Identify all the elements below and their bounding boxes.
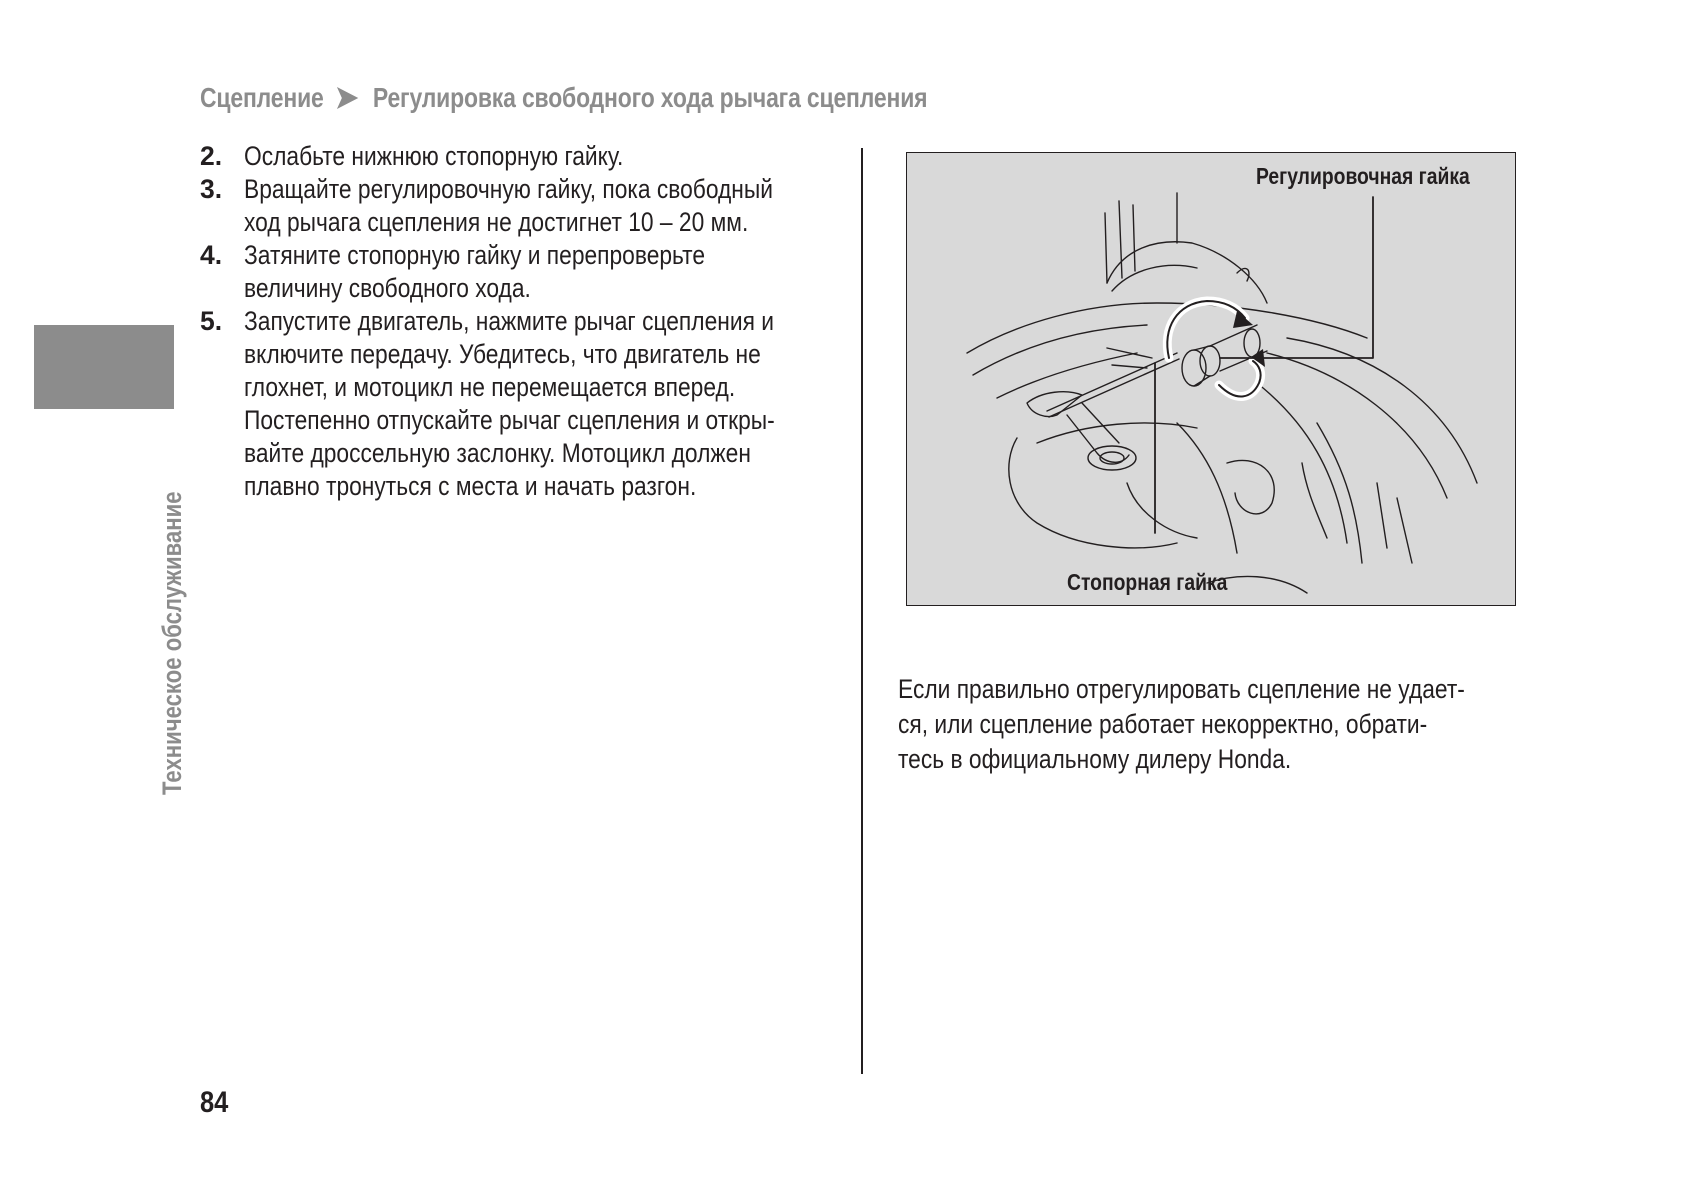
step-text-line: Вращайте регулировочную гайку, пока свободный: [244, 174, 773, 204]
step-text-line: вайте дроссельную заслонку. Мотоцикл должен: [244, 438, 751, 468]
step-text-line: включите передачу. Убедитесь, что двигатель не: [244, 339, 761, 369]
step-item: [200, 305, 840, 503]
breadcrumb-section: Сцепление: [200, 82, 324, 113]
column-divider: [861, 148, 863, 1074]
breadcrumb: [200, 78, 927, 118]
step-text-line: Ослабьте нижнюю стопорную гайку.: [244, 141, 624, 171]
step-text-line: величину свободного хода.: [244, 273, 531, 303]
step-text-line: глохнет, и мотоцикл не перемещается вперед.: [244, 372, 736, 402]
step-item: [200, 239, 840, 305]
step-number: 4.: [200, 240, 223, 270]
section-tab-marker: [34, 325, 174, 409]
triangle-arrow-icon: [335, 85, 360, 111]
step-item: [200, 140, 840, 173]
note-line: Если правильно отрегулировать сцепление не удает-: [898, 674, 1465, 704]
step-text-line: ход рычага сцепления не достигнет 10 – 20 мм.: [244, 207, 749, 237]
step-number: 3.: [200, 174, 223, 204]
dealer-note: [898, 672, 1538, 777]
step-text-line: Затяните стопорную гайку и перепроверьте: [244, 240, 706, 270]
lock-nut-label: Стопорная гайка: [1067, 569, 1228, 595]
note-line: ся, или сцепление работает некорректно, обрати-: [898, 709, 1428, 739]
step-text-line: плавно тронуться с места и начать разгон.: [244, 471, 697, 501]
clutch-adjustment-figure: [906, 152, 1516, 606]
instruction-steps: [200, 140, 840, 503]
step-text-line: Запустите двигатель, нажмите рычаг сцепления и: [244, 306, 774, 336]
adjusting-nut-label: Регулировочная гайка: [1256, 163, 1470, 189]
clutch-illustration: [907, 153, 1516, 606]
note-line: тесь в официальному дилеру Honda.: [898, 744, 1292, 774]
step-number: 5.: [200, 306, 223, 336]
page-title: Регулировка свободного хода рычага сцепления: [372, 82, 928, 113]
step-number: 2.: [200, 141, 223, 171]
section-side-label: Техническое обслуживание: [157, 491, 187, 795]
step-item: [200, 173, 840, 239]
page-number: 84: [200, 1086, 229, 1119]
step-text-line: Постепенно отпускайте рычаг сцепления и откры-: [244, 405, 775, 435]
